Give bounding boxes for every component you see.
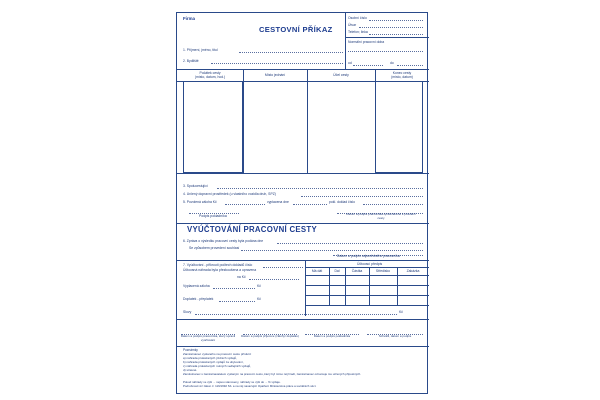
grid-col-credit: Dal (334, 269, 340, 273)
advance-line[interactable] (225, 204, 265, 205)
companions-line[interactable] (217, 188, 423, 189)
notes-line-3: b) náhrada prokázaných výdajů za ubytování, (183, 360, 244, 364)
approval-line[interactable] (241, 250, 423, 251)
name-line[interactable] (239, 52, 343, 53)
notes-line-5: d) stravné. (183, 368, 198, 372)
table-bottom-rule (177, 173, 429, 174)
approver-sign-label: Datum a podpis pracovníka oprávněného k povolení cesty (346, 212, 416, 220)
advance-label: 5. Povolená záloha Kč (183, 200, 217, 204)
notes-line-7: Pokud náhrady ve výši ... nejsou stanoveny, náhrady ve výši do ... % výdaje. (183, 380, 281, 384)
grid-rule-2 (305, 285, 429, 286)
sign-label-1: Datum a podpis pracovníka, který upravil vyúčtování (180, 334, 236, 342)
header-divider (345, 13, 346, 69)
col-start-label: Počátek cesty (199, 71, 221, 75)
phone-label: Telefon; linka (348, 30, 368, 34)
residence-line[interactable] (211, 63, 343, 64)
header-rule (345, 37, 429, 38)
section-rule-5 (177, 346, 429, 347)
checked-amount-line[interactable] (249, 279, 299, 280)
in-words-label: Slovy (183, 310, 192, 314)
cashier-sign-label: Podpis pokladníka (199, 214, 227, 218)
name-label: 1. Příjmení, jméno, titul (183, 48, 218, 52)
sign-label-4: Schválil, datum a podpis (378, 334, 412, 338)
paid-advance-kc: Kč (257, 284, 261, 288)
col-place-label: Místo jednání (264, 73, 286, 77)
checked-label: Účtovaná náhrada byla přezkoušena a upravena (183, 268, 257, 272)
approval-label: Se způsobem provedení souhlasí (189, 246, 240, 250)
report-label: 6. Zpráva o výsledku pracovní cesty byla podána dne (183, 239, 264, 243)
grid-vline-4 (397, 267, 398, 305)
department-label: Útvar (348, 23, 357, 27)
col-end-sub: (místo, datum) (391, 75, 413, 79)
paid-on-line[interactable] (293, 204, 327, 205)
transport-label: 4. Určený dopravní prostředek (u vlastního vozidla druh, SPZ) (183, 192, 276, 196)
transport-line[interactable] (301, 196, 423, 197)
phone-line[interactable] (369, 34, 423, 35)
form-title: CESTOVNÍ PŘÍKAZ (259, 25, 333, 34)
settlement-title: VYÚČTOVÁNÍ PRACOVNÍ CESTY (187, 225, 317, 234)
col-start-sub: (místo, datum, hod.) (194, 75, 226, 79)
grid-col-amount: Částka (351, 269, 363, 273)
grid-col-debit: Má dát (311, 269, 323, 273)
section-rule-2 (177, 223, 429, 224)
notes-line-8: Podrobnosti viz zákon č. 119/1992 Sb. a na něj navazující Opatření Ministerstva práce a sociálních věcí. (183, 384, 317, 388)
table-divider-1 (243, 69, 244, 173)
grid-vline-3 (369, 267, 370, 305)
grid-rule-0 (305, 267, 429, 268)
workplace-line[interactable] (348, 51, 423, 52)
paid-advance-line[interactable] (213, 288, 255, 289)
sign-label-3: Datum a podpis pokladníka (313, 334, 351, 338)
col-end-label: Konec cesty (392, 71, 412, 75)
notes-line-4: c) náhrada prokázaných nutných vedlejších výdajů, (183, 364, 252, 368)
grid-rule-3 (305, 295, 429, 296)
section-rule-1 (177, 69, 429, 70)
billing-line[interactable] (263, 267, 303, 268)
balance-kc: Kč (257, 297, 261, 301)
residence-label: 2. Bydliště (183, 59, 199, 63)
personal-number-label: Osobní číslo (348, 16, 367, 20)
grid-vline-2 (345, 267, 346, 305)
paid-on-label: vyplacena dne (267, 200, 289, 204)
personal-number-line[interactable] (369, 20, 423, 21)
grid-col-order: Zakázka (406, 269, 420, 273)
cash-doc-label: pokl. doklad číslo (329, 200, 356, 204)
col-purpose-label: Účel cesty (333, 73, 349, 77)
companions-label: 3. Spolucestující (183, 184, 208, 188)
company-label: Firma (183, 16, 195, 21)
grid-rule-4 (305, 305, 429, 306)
responsible-sign-label: Datum a podpis odpovědného pracovníka (337, 254, 400, 258)
balance-label: Doplatek - přeplatek (183, 297, 214, 301)
from-label: od (348, 61, 352, 65)
in-words-kc: Kč (399, 310, 403, 314)
checked-amount-label: na Kč (237, 275, 246, 279)
notes-line-2: a) náhrada prokázaných jízdních výdajů, (183, 356, 237, 360)
notes-line-6: Zaměstnanec s zaměstnavatelem vyslaným na pracovní cestu, který byl mimo něj hradí, zaměstnanec oznamuje mu určených přípustných. (183, 372, 362, 376)
balance-line[interactable] (219, 301, 255, 302)
notes-title: Poznámky (183, 348, 198, 352)
department-line[interactable] (359, 27, 423, 28)
grid-vline-1 (329, 267, 330, 305)
report-line[interactable] (277, 243, 423, 244)
workplace-label: Normální pracovní doba (348, 40, 385, 44)
grid-rule-1 (305, 275, 429, 276)
account-grid-title: Účtovací předpis (357, 262, 383, 266)
in-words-line[interactable] (195, 314, 397, 315)
section-rule-4 (177, 319, 429, 320)
sign-label-2: Datum a podpis příjemce (zálohy/ doplatku) (241, 334, 299, 338)
table-divider-2 (307, 69, 308, 173)
to-label: do (390, 61, 394, 65)
cash-doc-line[interactable] (363, 204, 423, 205)
from-line[interactable] (353, 65, 383, 66)
billing-label: 7. Vyúčtování - přikroutí počtech dokladů číslo (183, 263, 253, 267)
col-start-cell[interactable] (183, 81, 243, 173)
section-rule-3 (177, 260, 429, 261)
travel-order-form (176, 12, 428, 394)
to-line[interactable] (397, 65, 423, 66)
notes-line-1: Zaměstnanec vyslaného na pracovní cestu přísluší: (183, 352, 252, 356)
paid-advance-label: Vyplacená záloha (183, 284, 210, 288)
col-end-cell[interactable] (375, 81, 423, 173)
grid-col-center: Středisko (375, 269, 391, 273)
